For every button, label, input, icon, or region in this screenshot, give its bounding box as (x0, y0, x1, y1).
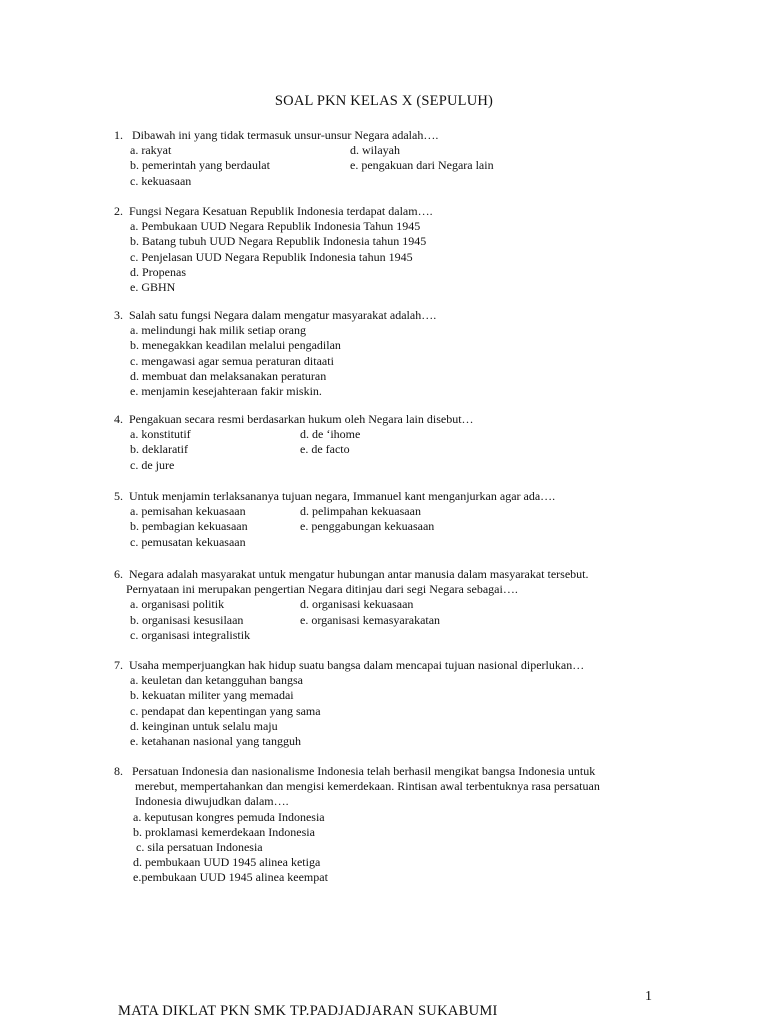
option-row (114, 143, 438, 158)
question-text: 6. Negara adalah masyarakat untuk mengatur hubungan antar manusia dalam masyarakat tersebut. (114, 567, 589, 581)
answer-option: d. organisasi kekuasaan (300, 597, 414, 612)
question-text: 7. Usaha memperjuangkan hak hidup suatu bangsa dalam mencapai tujuan nasional diperlukan… (114, 658, 585, 672)
answer-option: e. de facto (300, 442, 350, 457)
answer-option: e. GBHN (130, 279, 176, 294)
question-2 (114, 204, 433, 295)
option-row (114, 338, 436, 353)
answer-option: a. keputusan kongres pemuda Indonesia (130, 809, 325, 824)
answer-option: c. pendapat dan kepentingan yang sama (130, 703, 321, 718)
option-row (114, 613, 589, 628)
document-title: SOAL PKN KELAS X (SEPULUH) (274, 93, 494, 109)
option-row (114, 855, 600, 870)
answer-option: c. kekuasaan (130, 173, 192, 188)
answer-option: c. pemusatan kekuasaan (130, 534, 246, 549)
answer-option: d. membuat dan melaksanakan peraturan (130, 368, 327, 383)
option-row (114, 250, 433, 265)
option-row (114, 219, 433, 234)
question-3 (114, 308, 436, 399)
option-row (114, 158, 494, 173)
question-6 (114, 567, 589, 643)
answer-option: a. pemisahan kekuasaan (130, 504, 246, 519)
question-text: 2. Fungsi Negara Kesatuan Republik Indonesia terdapat dalam…. (114, 204, 433, 218)
question-text: 5. Untuk menjamin terlaksananya tujuan negara, Immanuel kant menganjurkan agar ada…. (114, 489, 556, 503)
answer-option: e. menjamin kesejahteraan fakir miskin. (130, 383, 322, 398)
option-row (114, 442, 474, 457)
option-row (114, 688, 584, 703)
answer-option: d. pelimpahan kekuasaan (300, 504, 421, 519)
question-text: 3. Salah satu fungsi Negara dalam mengatur masyarakat adalah…. (114, 308, 437, 322)
answer-option: a. Pembukaan UUD Negara Republik Indonesia Tahun 1945 (130, 219, 421, 234)
answer-option: a. keuletan dan ketangguhan bangsa (130, 673, 303, 688)
question-text: Indonesia diwujudkan dalam…. (114, 794, 289, 809)
option-row (114, 810, 600, 825)
answer-option: a. konstitutif (130, 427, 191, 442)
question-text: merebut, mempertahankan dan mengisi kemerdekaan. Rintisan awal terbentuknya rasa persatuan (114, 779, 600, 794)
option-row (114, 384, 436, 399)
question-4 (114, 412, 474, 473)
question-8 (114, 764, 600, 886)
answer-option: c. Penjelasan UUD Negara Republik Indonesia tahun 1945 (130, 249, 413, 264)
answer-option: e. organisasi kemasyarakatan (300, 612, 441, 627)
answer-option: b. menegakkan keadilan melalui pengadilan (130, 338, 341, 353)
option-row (114, 458, 474, 473)
answer-option: e. penggabungan kekuasaan (300, 519, 435, 534)
answer-option: d. wilayah (350, 143, 400, 158)
option-row (114, 427, 474, 442)
answer-option: c. mengawasi agar semua peraturan ditaati (130, 353, 334, 368)
option-row (114, 597, 589, 612)
question-text: 1. Dibawah ini yang tidak termasuk unsur-unsur Negara adalah…. (114, 128, 439, 142)
answer-option: a. rakyat (130, 143, 172, 158)
answer-option: a. melindungi hak milik setiap orang (130, 323, 306, 338)
option-row (114, 704, 584, 719)
option-row (114, 519, 555, 534)
option-row (114, 323, 436, 338)
answer-option: c. organisasi integralistik (130, 627, 251, 642)
question-text: 4. Pengakuan secara resmi berdasarkan hukum oleh Negara lain disebut… (114, 412, 474, 426)
option-row (114, 628, 589, 643)
option-row (114, 354, 436, 369)
answer-option: b. Batang tubuh UUD Negara Republik Indonesia tahun 1945 (130, 234, 427, 249)
option-row (114, 673, 584, 688)
option-row (114, 265, 433, 280)
answer-option: e. ketahanan nasional yang tangguh (130, 733, 301, 748)
option-row (114, 234, 433, 249)
option-row (114, 174, 438, 189)
question-text: 8. Persatuan Indonesia dan nasionalisme Indonesia telah berhasil mengikat bangsa Indonesia untuk (114, 764, 596, 778)
answer-option: b. pemerintah yang berdaulat (130, 158, 270, 173)
answer-option: d. pembukaan UUD 1945 alinea ketiga (130, 855, 321, 870)
option-row (114, 504, 555, 519)
answer-option: c. sila persatuan Indonesia (130, 839, 263, 854)
page-number: 1 (645, 989, 652, 1004)
answer-option: a. organisasi politik (130, 597, 225, 612)
option-row (114, 719, 584, 734)
answer-option: b. kekuatan militer yang memadai (130, 688, 294, 703)
answer-option: e. pengakuan dari Negara lain (350, 158, 494, 173)
question-7 (114, 658, 584, 749)
answer-option: e.pembukaan UUD 1945 alinea keempat (130, 870, 328, 885)
question-5 (114, 489, 555, 550)
question-1 (114, 128, 494, 189)
answer-option: b. proklamasi kemerdekaan Indonesia (130, 824, 315, 839)
option-row (114, 825, 600, 840)
answer-option: b. deklaratif (130, 442, 188, 457)
option-row (114, 734, 584, 749)
option-row (114, 840, 600, 855)
option-row (114, 280, 433, 295)
answer-option: c. de jure (130, 457, 175, 472)
answer-option: b. organisasi kesusilaan (130, 612, 244, 627)
option-row (114, 870, 600, 885)
option-row (114, 535, 555, 550)
answer-option: b. pembagian kekuasaan (130, 519, 248, 534)
option-row (114, 369, 436, 384)
answer-option: d. de ‘ihome (300, 427, 361, 442)
answer-option: d. Propenas (130, 264, 186, 279)
answer-option: d. keinginan untuk selalu maju (130, 718, 278, 733)
question-text: Pernyataan ini merupakan pengertian Negara ditinjau dari segi Negara sebagai…. (114, 582, 518, 597)
page-footer: MATA DIKLAT PKN SMK TP.PADJADJARAN SUKABUMI (118, 1003, 498, 1019)
